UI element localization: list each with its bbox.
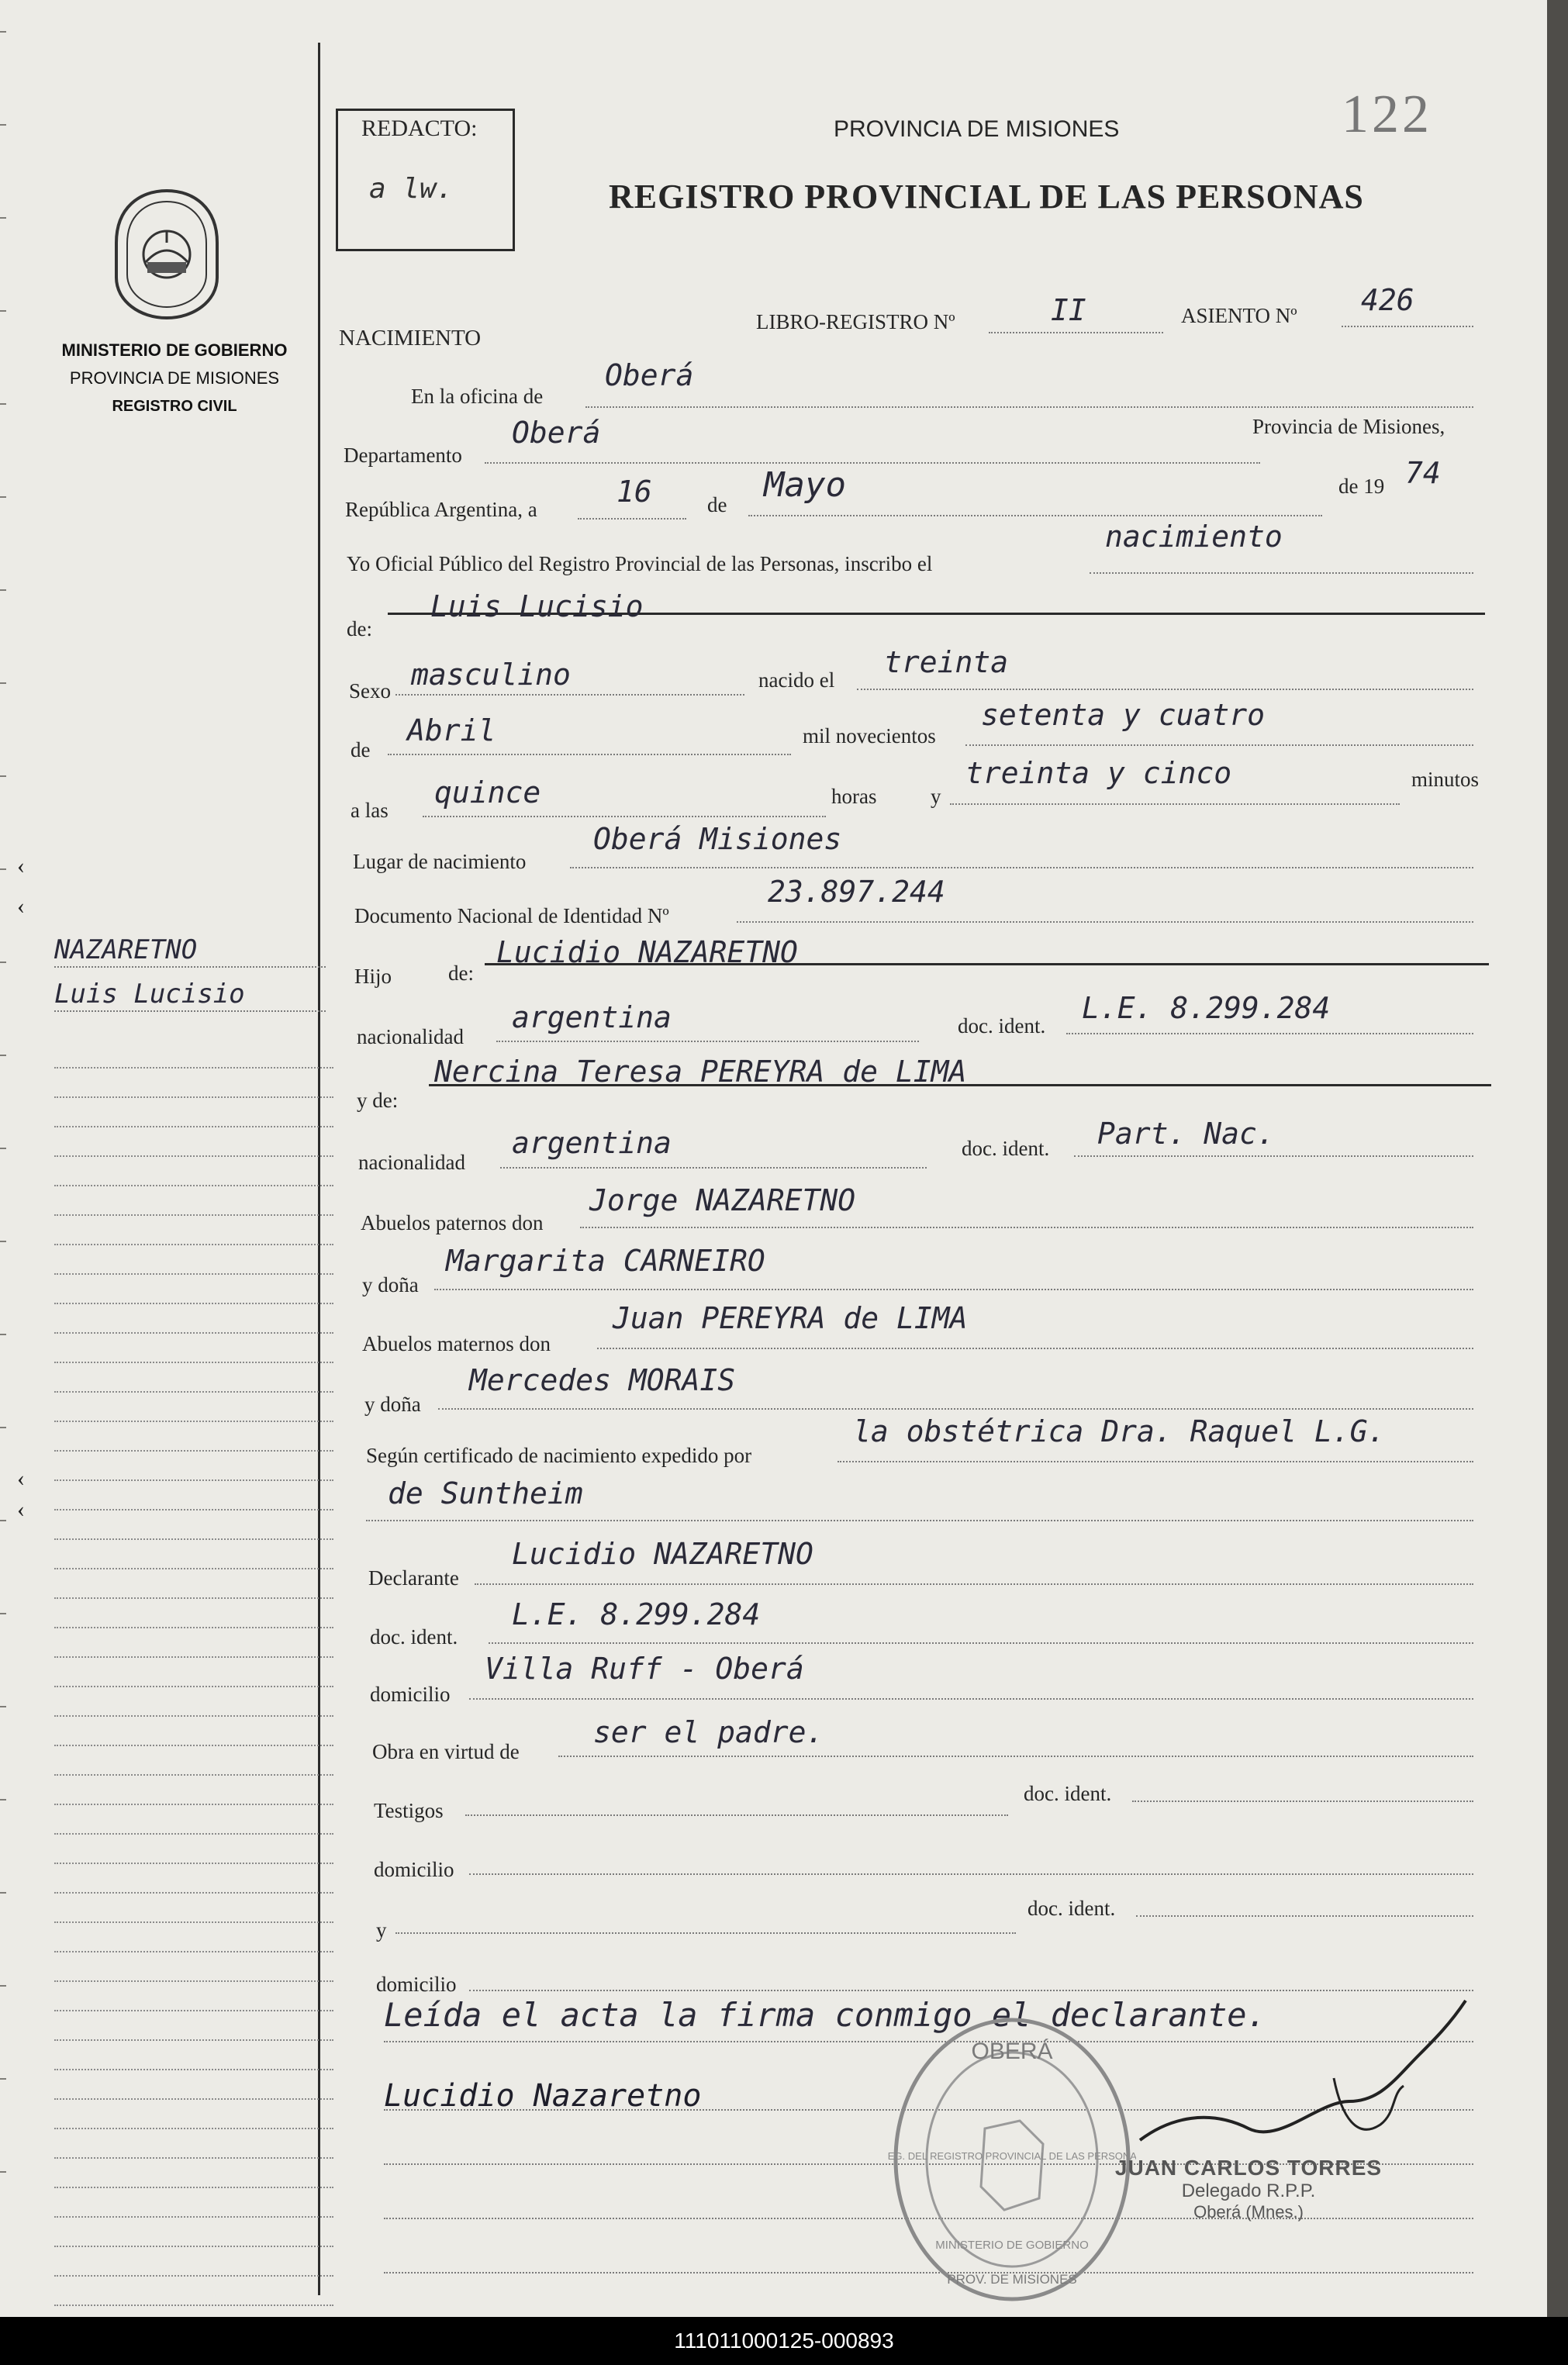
republica-label: República Argentina, a — [345, 498, 537, 521]
margin-given-names: Luis Lucisio — [54, 979, 245, 1010]
month-line — [748, 515, 1322, 516]
mother-name: Nercina Teresa PEREYRA de LIMA — [434, 1055, 967, 1089]
ab-mat-label: Abuelos maternos don — [362, 1332, 551, 1355]
alas-line — [423, 816, 826, 817]
ab-mat-value: Juan PEREYRA de LIMA — [613, 1301, 968, 1335]
ministry-registry: REGISTRO CIVIL — [112, 398, 237, 415]
stamp-outer-text: REG. DEL REGISTRO PROVINCIAL DE LAS PERSONAS — [888, 2150, 1136, 2162]
doc5-label: doc. ident. — [1027, 1897, 1116, 1920]
ab-mat-line — [597, 1348, 1473, 1349]
libro-label: LIBRO-REGISTRO Nº — [756, 310, 955, 333]
declarante-label: Declarante — [368, 1566, 459, 1590]
nac1-line — [496, 1041, 919, 1042]
minutos-line — [950, 803, 1400, 805]
doc2-value: Part. Nac. — [1097, 1117, 1275, 1151]
margin-ruled-lines — [54, 1039, 333, 2336]
nac2-value: argentina — [512, 1126, 672, 1160]
inscribo-line — [1090, 572, 1473, 574]
doc3-value: L.E. 8.299.284 — [512, 1597, 761, 1631]
segun-value-2: de Suntheim — [388, 1476, 583, 1510]
subject-name: Luis Lucisio — [430, 589, 644, 623]
month2-line — [388, 754, 791, 755]
page-title: REGISTRO PROVINCIAL DE LAS PERSONAS — [609, 178, 1364, 216]
day-value: 16 — [616, 475, 652, 509]
doc4-label: doc. ident. — [1024, 1782, 1112, 1805]
doc4-line — [1132, 1801, 1473, 1802]
redacto-initials: a lw. — [369, 173, 454, 205]
stamp-inner-text: MINISTERIO DE GOBIERNO — [935, 2239, 1089, 2252]
binding-mark: ‹ — [17, 893, 25, 919]
testigos-label: Testigos — [374, 1799, 444, 1822]
oficina-label: En la oficina de — [411, 385, 544, 408]
dni-label: Documento Nacional de Identidad Nº — [354, 904, 669, 927]
doc1-label: doc. ident. — [958, 1014, 1046, 1037]
de-label: de — [707, 493, 727, 516]
domicilio2-label: domicilio — [374, 1858, 454, 1881]
domicilio-value: Villa Ruff - Oberá — [485, 1652, 804, 1686]
alas-value: quince — [434, 775, 541, 810]
asiento-label: ASIENTO Nº — [1181, 304, 1297, 327]
page-number: 122 — [1342, 85, 1432, 144]
inscribo-value: nacimiento — [1105, 520, 1283, 554]
departamento-line — [485, 462, 1260, 464]
minutos-value: treinta y cinco — [965, 756, 1232, 790]
lugar-line — [570, 867, 1473, 868]
ab-mat-dona-value: Mercedes MORAIS — [469, 1363, 736, 1397]
departamento-label: Departamento — [344, 444, 462, 467]
asiento-line — [1342, 326, 1473, 327]
doc3-line — [489, 1642, 1473, 1644]
margin-surname: NAZARETNO — [54, 934, 198, 965]
libro-value: II — [1051, 293, 1086, 327]
nac2-label: nacionalidad — [358, 1151, 465, 1174]
doc1-value: L.E. 8.299.284 — [1082, 991, 1331, 1025]
official-signature — [1124, 1985, 1473, 2171]
declarante-line — [475, 1583, 1473, 1585]
ministry-block — [31, 337, 318, 420]
ministry-province: PROVINCIA DE MISIONES — [69, 368, 280, 388]
official-block — [1101, 2156, 1396, 2222]
domicilio2-line — [469, 1873, 1473, 1875]
stamp-top-text: OBERÁ — [971, 2039, 1053, 2064]
doc2-label: doc. ident. — [962, 1137, 1050, 1160]
ab-pat-label: Abuelos paternos don — [361, 1211, 544, 1234]
binding-edge — [0, 31, 8, 2280]
domicilio3-label: domicilio — [376, 1973, 457, 1996]
nacido-line — [857, 689, 1473, 690]
dni-value: 23.897.244 — [768, 875, 945, 909]
nac1-value: argentina — [512, 1000, 672, 1034]
ministry-name: MINISTERIO DE GOBIERNO — [61, 340, 288, 360]
official-name: JUAN CARLOS TORRES — [1114, 2156, 1383, 2180]
alas-label: a las — [351, 799, 389, 822]
redacto-label: REDACTO: — [361, 116, 478, 141]
de2-label: de — [351, 738, 371, 761]
declarante-value: Lucidio NAZARETNO — [512, 1537, 813, 1571]
doc3-label: doc. ident. — [370, 1625, 458, 1649]
oficial-statement: Yo Oficial Público del Registro Provincial de las Personas, inscribo el — [347, 552, 933, 575]
binding-mark: ‹ — [17, 853, 25, 879]
lugar-value: Oberá Misiones — [593, 822, 842, 856]
father-name: Lucidio NAZARETNO — [496, 935, 798, 969]
year-value: 74 — [1405, 456, 1441, 490]
obra-label: Obra en virtud de — [372, 1740, 520, 1763]
oficina-line — [585, 406, 1473, 408]
official-place: Oberá (Mnes.) — [1193, 2202, 1304, 2222]
official-role: Delegado R.P.P. — [1181, 2180, 1316, 2201]
doc1-line — [1066, 1033, 1473, 1034]
ydona2-label: y doña — [364, 1393, 421, 1416]
ydona1-label: y doña — [362, 1273, 419, 1296]
page-edge — [1547, 0, 1568, 2317]
stamp-bottom-text: PROV. DE MISIONES — [947, 2272, 1077, 2287]
minutos-label: minutos — [1411, 768, 1480, 791]
margin-line — [54, 966, 326, 968]
archive-footer — [0, 2317, 1568, 2365]
year-prefix: de 19 — [1338, 475, 1385, 498]
sexo-line — [395, 694, 744, 696]
doc5-line — [1136, 1915, 1473, 1917]
obra-value: ser el padre. — [593, 1715, 824, 1749]
segun-line — [838, 1461, 1473, 1462]
libro-line — [989, 332, 1163, 333]
mil-value: setenta y cuatro — [981, 698, 1266, 732]
domicilio-label: domicilio — [370, 1683, 451, 1706]
margin-line — [54, 1010, 326, 1012]
testigos-line — [465, 1814, 1008, 1816]
ab-pat-value: Jorge NAZARETNO — [589, 1183, 856, 1217]
lugar-label: Lugar de nacimiento — [353, 850, 527, 873]
hijo-de-label: de: — [448, 962, 474, 985]
month2-value: Abril — [407, 713, 496, 747]
ab-pat-dona-value: Margarita CARNEIRO — [446, 1244, 765, 1278]
asiento-value: 426 — [1361, 283, 1414, 317]
oficina-value: Oberá — [605, 358, 694, 392]
nacido-value: treinta — [884, 645, 1009, 679]
ab-pat-dona-line — [434, 1289, 1473, 1290]
sexo-value: masculino — [411, 658, 571, 692]
y2-label: y — [376, 1918, 387, 1942]
nac1-label: nacionalidad — [357, 1025, 464, 1048]
act-type: NACIMIENTO — [339, 326, 482, 350]
ab-mat-dona-line — [438, 1408, 1473, 1410]
segun-line-2 — [366, 1520, 1473, 1521]
sexo-label: Sexo — [349, 679, 391, 703]
segun-value: la obstétrica Dra. Raquel L.G. — [853, 1414, 1386, 1448]
yde-label: y de: — [357, 1089, 399, 1112]
nac2-line — [500, 1167, 927, 1169]
archive-code: 111011000125-000893 — [674, 2329, 894, 2353]
declarant-signature: Lucidio Nazaretno — [384, 2078, 702, 2114]
departamento-value: Oberá — [512, 416, 601, 450]
province-heading: PROVINCIA DE MISIONES — [834, 116, 1120, 142]
mil-line — [965, 744, 1473, 746]
segun-label: Según certificado de nacimiento expedido por — [366, 1444, 752, 1467]
obra-line — [558, 1756, 1473, 1757]
doc2-line — [1074, 1155, 1473, 1157]
hijo-label: Hijo — [354, 965, 392, 988]
horas-label: horas — [831, 785, 877, 808]
closing-statement: Leída el acta la firma conmigo el declarante. — [384, 1996, 1266, 2034]
mil-label: mil novecientos — [803, 724, 936, 747]
provincia-suffix: Provincia de Misiones, — [1252, 415, 1445, 438]
de-colon-label: de: — [347, 617, 372, 640]
ab-pat-line — [580, 1227, 1473, 1228]
month-value: Mayo — [764, 465, 846, 505]
ministry-emblem-icon — [109, 185, 225, 324]
day-line — [578, 518, 686, 520]
dni-line — [737, 921, 1473, 923]
binding-mark: ‹ — [17, 1466, 25, 1491]
redacto-box — [336, 109, 515, 251]
nacido-label: nacido el — [758, 668, 835, 692]
binding-mark: ‹ — [17, 1497, 25, 1522]
domicilio-line — [469, 1698, 1473, 1700]
y2-line — [395, 1932, 1016, 1934]
y-label: y — [931, 785, 941, 808]
registry-stamp — [888, 2012, 1136, 2307]
